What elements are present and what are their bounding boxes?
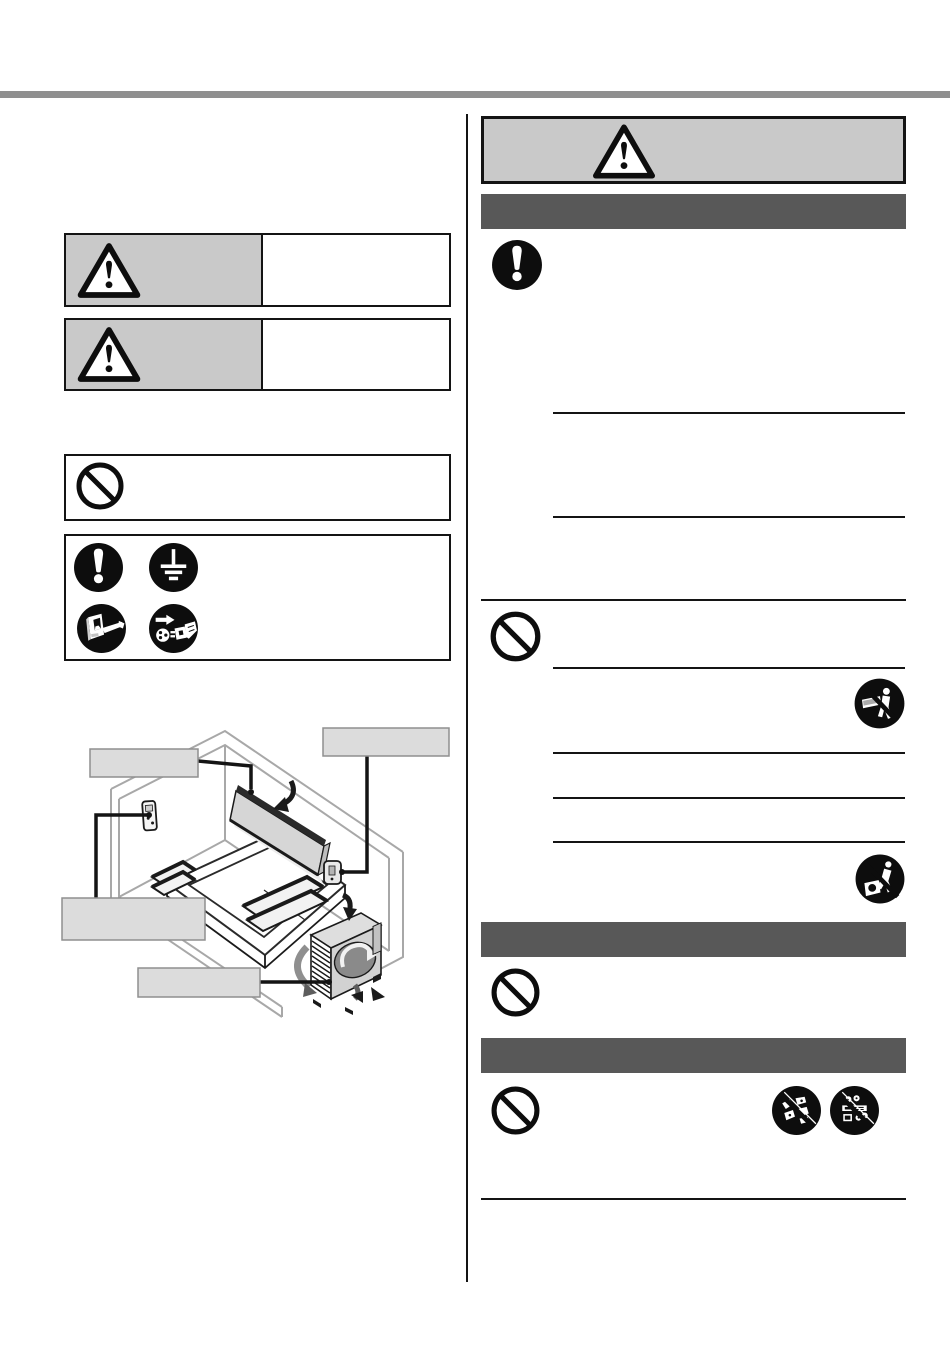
prohibition-icon — [489, 610, 542, 663]
rule — [553, 516, 905, 518]
rule — [481, 599, 906, 601]
earth-ground-icon — [148, 542, 199, 593]
no-food-preservation-icon — [771, 1085, 822, 1136]
rule — [553, 841, 905, 843]
severity-description — [263, 320, 449, 389]
mandatory-icon — [491, 239, 543, 291]
section-bar-3 — [481, 1038, 906, 1073]
no-precision-devices-icon — [829, 1085, 880, 1136]
prohibition-icon — [490, 967, 541, 1018]
switch-off-icon — [76, 603, 127, 654]
diagram-label-power-supply — [323, 728, 449, 756]
warning-triangle-icon — [593, 123, 655, 180]
rule — [553, 752, 905, 754]
installation-diagram — [55, 715, 465, 1025]
warning-header-box — [481, 116, 906, 184]
diagram-label-outdoor-unit — [138, 968, 260, 997]
page-top-rule — [0, 91, 950, 98]
prohibition-icon — [75, 461, 125, 511]
unplug-icon — [148, 603, 199, 654]
prohibition-legend-box — [64, 454, 451, 521]
rule — [553, 797, 905, 799]
mandatory-legend-box — [64, 534, 451, 661]
section-bar-1 — [481, 194, 906, 229]
diagram-label-indoor-unit — [90, 749, 198, 777]
power-breaker — [324, 861, 341, 884]
severity-row-warning — [64, 233, 451, 307]
no-touch-outdoor-unit-icon — [854, 853, 906, 905]
rule — [553, 667, 905, 669]
diagram-label-remote-control — [62, 898, 205, 940]
warning-triangle-icon — [77, 242, 141, 299]
no-touch-indoor-unit-icon — [853, 677, 906, 730]
severity-row-caution — [64, 318, 451, 391]
prohibition-icon — [490, 1085, 541, 1136]
rule — [481, 1198, 906, 1200]
section-bar-2 — [481, 922, 906, 957]
warning-triangle-icon — [77, 326, 141, 383]
column-divider — [466, 114, 468, 1282]
rule — [553, 412, 905, 414]
mandatory-icon — [73, 542, 124, 593]
severity-description — [263, 235, 449, 305]
severity-signal-cell — [66, 235, 263, 305]
severity-signal-cell — [66, 320, 263, 389]
